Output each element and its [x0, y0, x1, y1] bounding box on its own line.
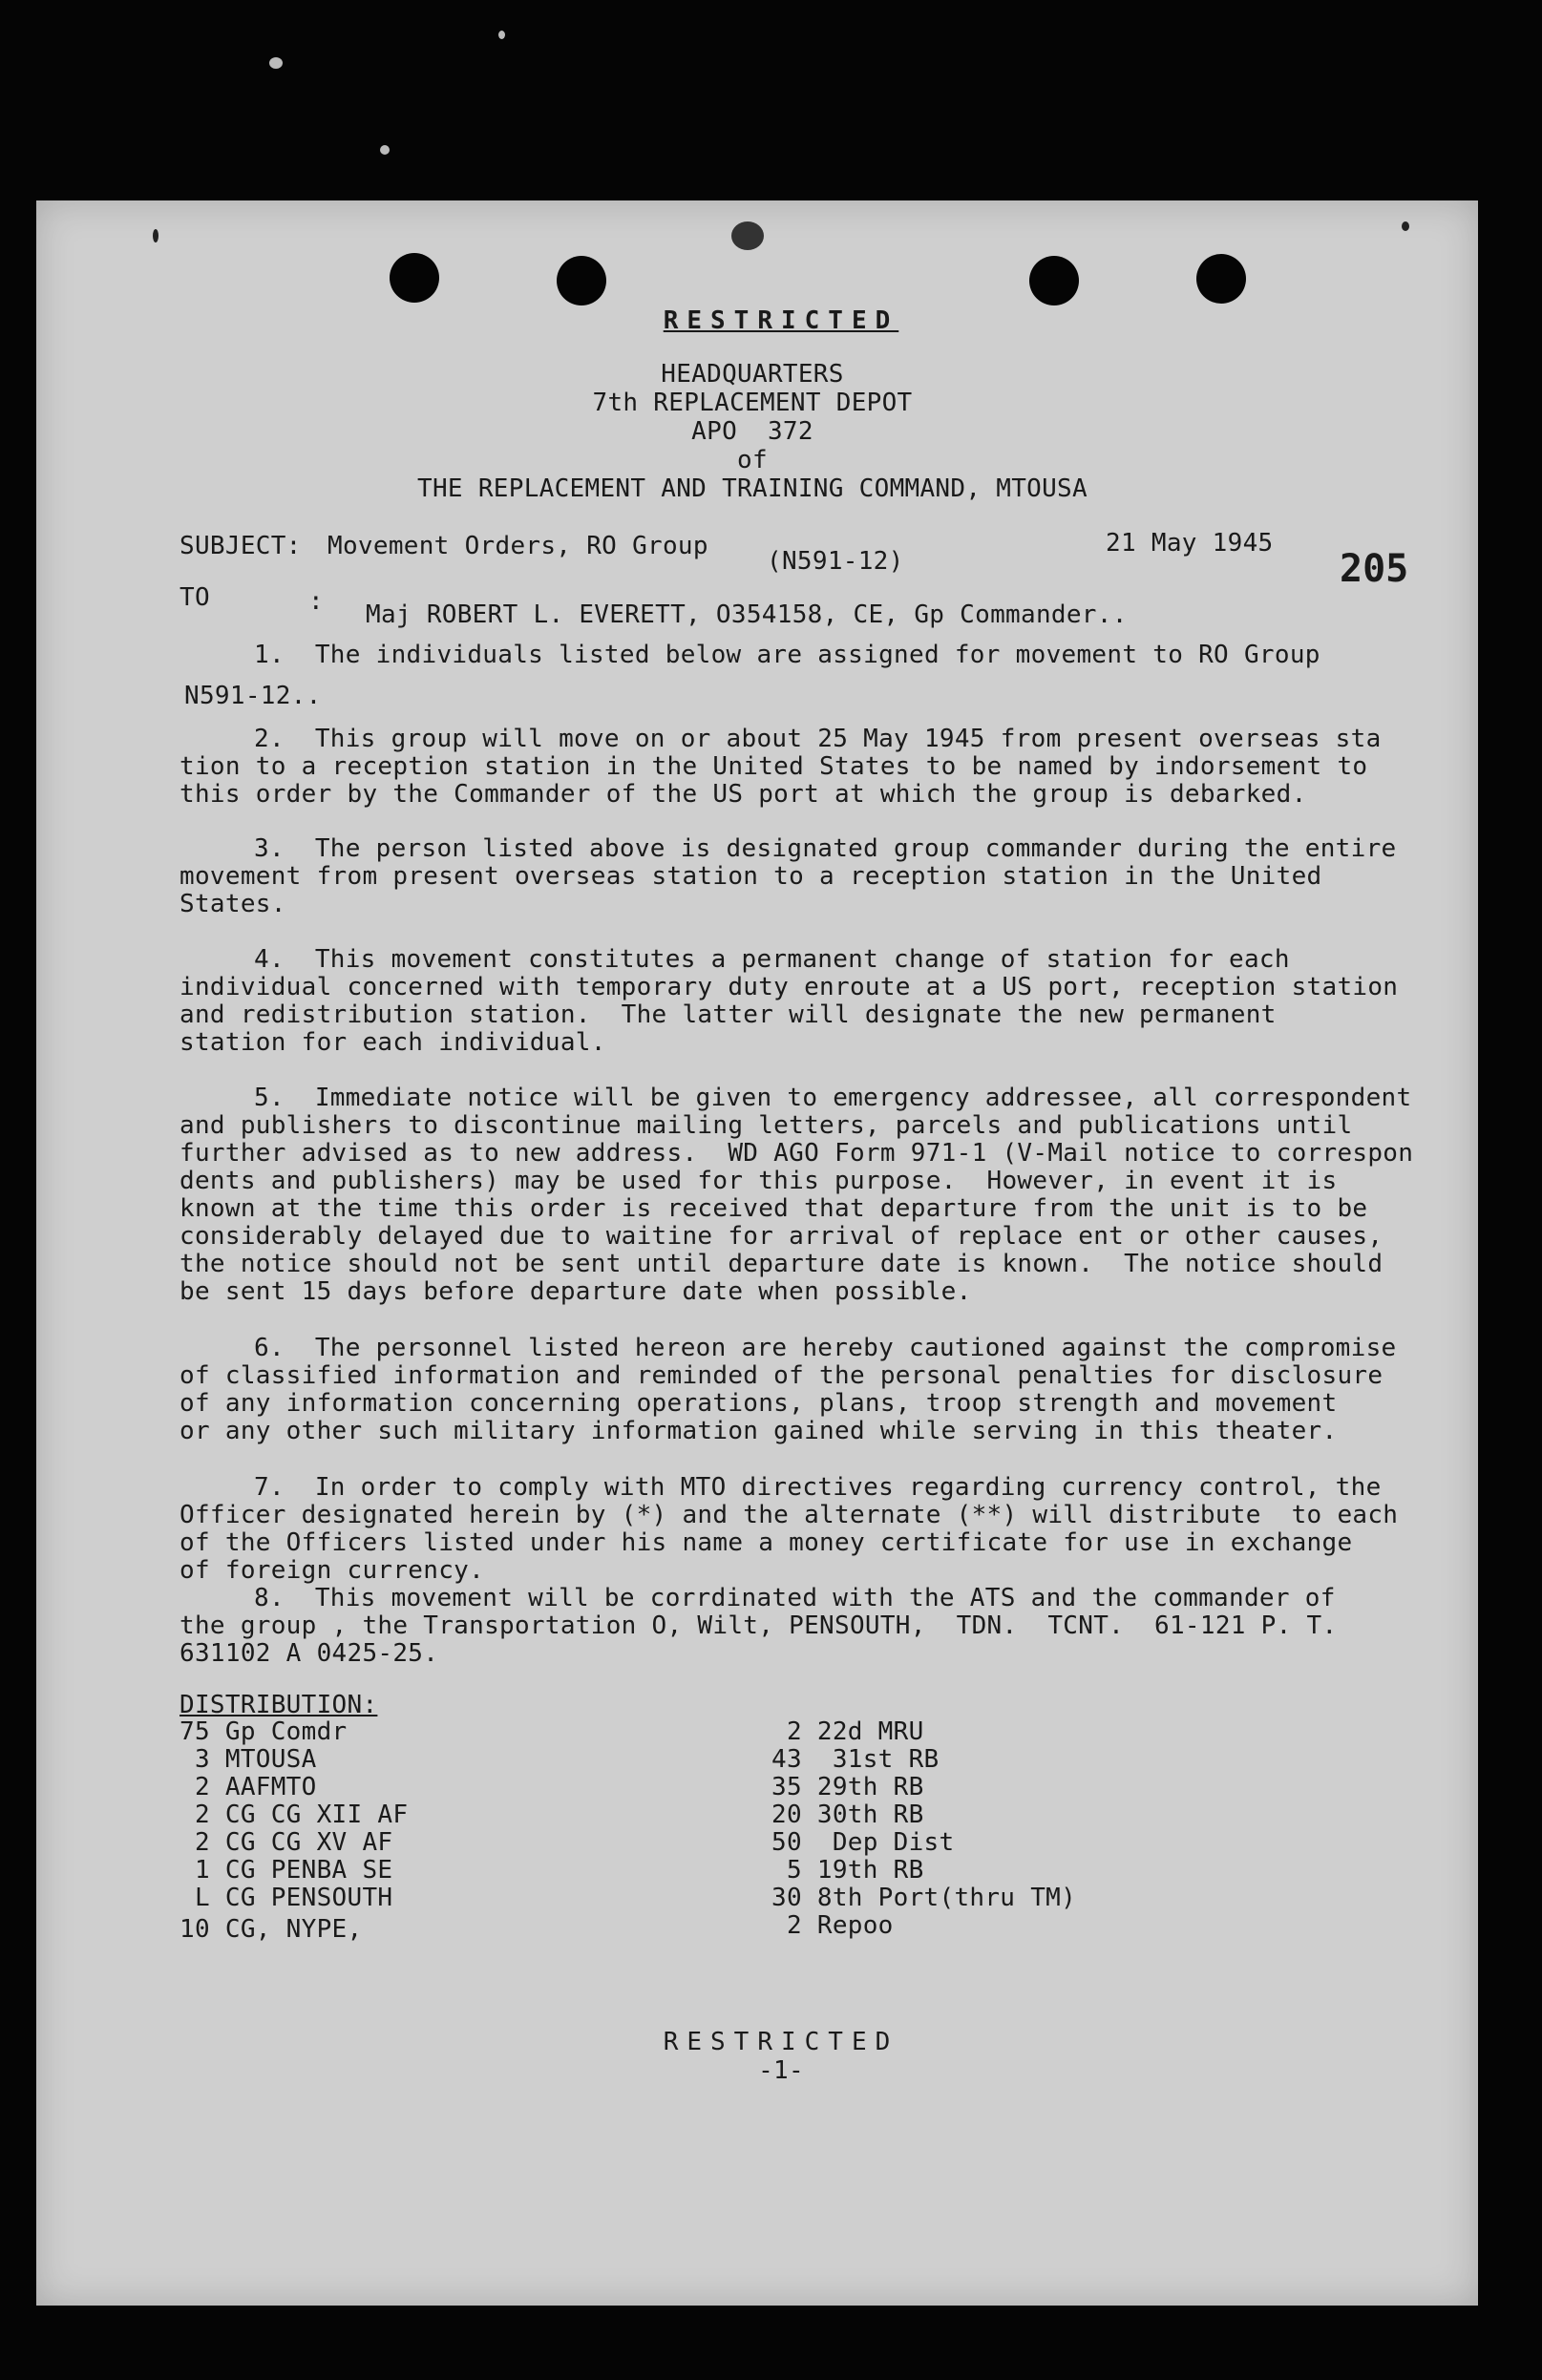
to-label: TO: [180, 583, 210, 612]
para-6-line: of classified information and reminded of the personal penalties for disclosure: [180, 1361, 1384, 1390]
of-line: of: [737, 446, 768, 474]
punch-hole: [557, 256, 606, 305]
subject-text: Movement Orders, RO Group: [327, 532, 708, 560]
distribution-right-item: 50 Dep Dist: [771, 1828, 955, 1857]
distribution-right-item: 30 8th Port(thru TM): [771, 1884, 1077, 1912]
distribution-left-item: 1 CG PENBA SE: [180, 1856, 393, 1885]
para-4-line: and redistribution station. The latter will designate the new permanent: [180, 1000, 1277, 1029]
para-8-line: 631102 A 0425-25.: [180, 1639, 439, 1668]
para-4-line: station for each individual.: [180, 1028, 606, 1057]
para-5-line: known at the time this order is received that departure from the unit is to be: [180, 1194, 1368, 1223]
hq-line: HEADQUARTERS: [661, 360, 844, 389]
distribution-left-item: 2 CG CG XII AF: [180, 1801, 409, 1829]
to-addressee: Maj ROBERT L. EVERETT, O354158, CE, Gp Commander..: [366, 600, 1128, 629]
dust-speck: [380, 145, 390, 155]
distribution-right-item: 43 31st RB: [771, 1745, 940, 1774]
apo-line: APO 372: [691, 417, 813, 446]
para-4-line: 4. This movement constitutes a permanent change of station for each: [254, 945, 1290, 974]
para-5-line: the notice should not be sent until departure date is known. The notice should: [180, 1250, 1384, 1278]
distribution-right-item: 5 19th RB: [771, 1856, 924, 1885]
para-7-line: of the Officers listed under his name a money certificate for use in exchange: [180, 1528, 1353, 1557]
command-line: THE REPLACEMENT AND TRAINING COMMAND, MTOUSA: [417, 474, 1088, 503]
para-5-line: be sent 15 days before departure date when possible.: [180, 1277, 972, 1306]
distribution-right-item: 2 Repoo: [771, 1911, 894, 1940]
punch-hole: [1196, 254, 1246, 304]
distribution-left-item: 2 CG CG XV AF: [180, 1828, 393, 1857]
para-1-line: 1. The individuals listed below are assigned for movement to RO Group: [254, 641, 1320, 669]
para-7-line: 7. In order to comply with MTO directives regarding currency control, the: [254, 1473, 1382, 1502]
distribution-left-item: 2 AAFMTO: [180, 1773, 317, 1801]
para-3-line: movement from present overseas station to a reception station in the United: [180, 862, 1322, 891]
distribution-right-item: 35 29th RB: [771, 1773, 924, 1801]
dust-speck: [498, 31, 505, 39]
para-2-line: 2. This group will move on or about 25 May 1945 from present overseas sta: [254, 725, 1382, 753]
para-5-line: considerably delayed due to waitine for arrival of replace ent or other causes,: [180, 1222, 1384, 1251]
distribution-heading: DISTRIBUTION:: [180, 1691, 378, 1719]
group-code: (N591-12): [767, 547, 904, 576]
para-6-line: of any information concerning operations, plans, troop strength and movement: [180, 1389, 1338, 1418]
para-3-line: 3. The person listed above is designated group commander during the entire: [254, 834, 1397, 863]
para-8-line: the group , the Transportation O, Wilt, PENSOUTH, TDN. TCNT. 61-121 P. T.: [180, 1611, 1338, 1640]
order-date: 21 May 1945: [1106, 529, 1274, 558]
para-2-line: this order by the Commander of the US port at which the group is debarked.: [180, 780, 1307, 809]
ink-speck: [153, 229, 158, 242]
punch-hole: [1029, 256, 1079, 305]
distribution-left-item: L CG PENSOUTH: [180, 1884, 393, 1912]
ink-speck: [731, 221, 764, 250]
punch-hole: [390, 253, 439, 303]
para-2-line: tion to a reception station in the United States to be named by indorsement to: [180, 752, 1368, 781]
para-1-line: N591-12..: [184, 682, 322, 710]
para-3-line: States.: [180, 890, 286, 918]
document-page: [36, 200, 1478, 2306]
page-number: -1-: [758, 2056, 804, 2085]
ink-speck: [1402, 221, 1409, 231]
para-6-line: 6. The personnel listed hereon are hereby cautioned against the compromise: [254, 1334, 1397, 1362]
para-5-line: further advised as to new address. WD AGO Form 971-1 (V-Mail notice to correspon: [180, 1139, 1414, 1168]
para-7-line: of foreign currency.: [180, 1556, 485, 1585]
para-5-line: and publishers to discontinue mailing letters, parcels and publications until: [180, 1111, 1353, 1140]
distribution-left-item: 3 MTOUSA: [180, 1745, 317, 1774]
para-5-line: dents and publishers) may be used for this purpose. However, in event it is: [180, 1167, 1338, 1195]
restricted-heading-top: RESTRICTED: [663, 306, 899, 335]
distribution-left-item: 75 Gp Comdr: [180, 1717, 348, 1746]
to-colon: :: [308, 587, 324, 616]
para-7-line: Officer designated herein by (*) and the alternate (**) will distribute to each: [180, 1501, 1399, 1529]
unit-line: 7th REPLACEMENT DEPOT: [592, 389, 913, 417]
para-8-line: 8. This movement will be corrdinated with the ATS and the commander of: [254, 1584, 1336, 1612]
page-stamp-number: 205: [1340, 547, 1409, 591]
dust-speck: [269, 57, 283, 69]
para-6-line: or any other such military information gained while serving in this theater.: [180, 1417, 1338, 1445]
para-4-line: individual concerned with temporary duty enroute at a US port, reception station: [180, 973, 1399, 1001]
distribution-right-item: 2 22d MRU: [771, 1717, 924, 1746]
restricted-footer: RESTRICTED: [663, 2028, 899, 2056]
distribution-left-item: 10 CG, NYPE,: [180, 1915, 363, 1944]
subject-label: SUBJECT:: [180, 532, 302, 560]
para-5-line: 5. Immediate notice will be given to emergency addressee, all correspondent: [254, 1084, 1412, 1112]
distribution-right-item: 20 30th RB: [771, 1801, 924, 1829]
